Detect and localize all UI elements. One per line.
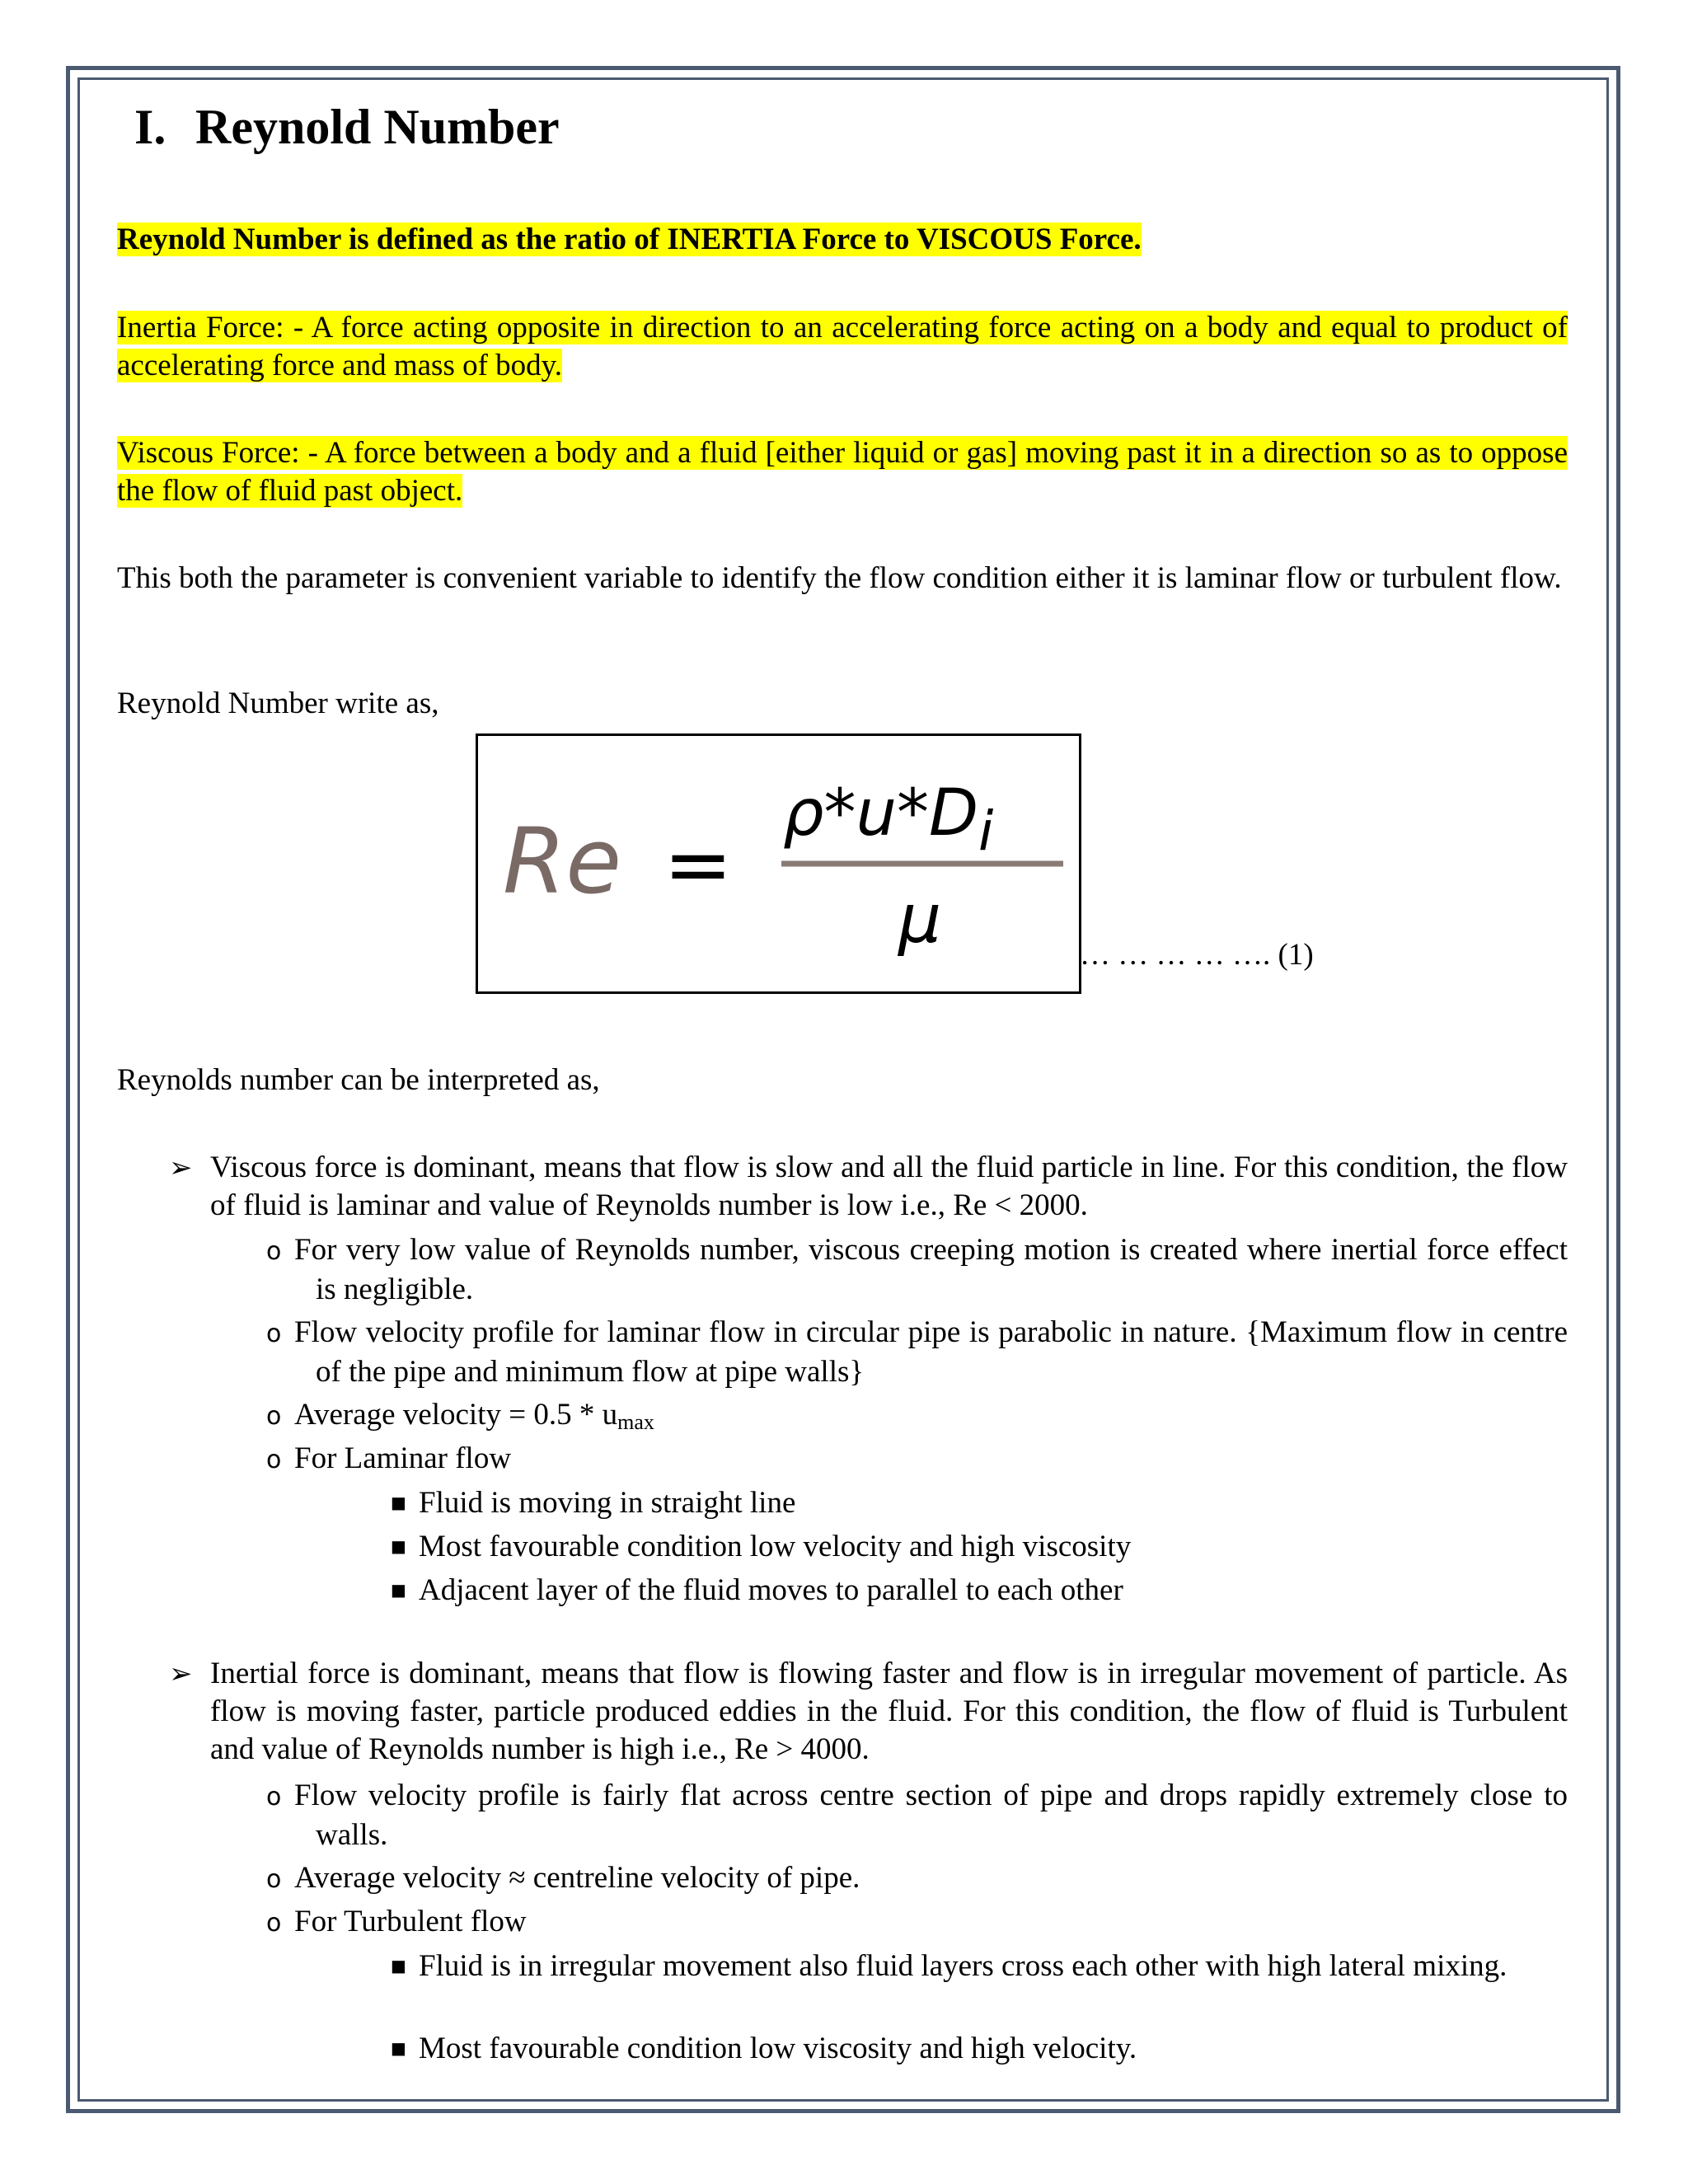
reynolds-equation [478,736,1079,991]
section-heading [134,97,560,157]
laminar-point: ■ Adjacent layer of the fluid moves to parallel to each other [366,1571,1568,1610]
umax-subscript: max [617,1410,654,1434]
circle-bullet-icon: o [266,1909,282,1938]
arrow-bullet-icon: ➢ [169,1151,193,1184]
viscous-item: o For very low value of Reynolds number, viscous creeping motion is created where inertial force effect is negligible. [266,1233,1568,1306]
square-bullet-icon: ■ [391,1493,406,1512]
definition-paragraph [117,221,1568,259]
laminar-point: ■ Fluid is moving in straight line [366,1483,1568,1522]
turbulent-point: ■ Most favourable condition low viscosity and high velocity. [366,2029,1568,2068]
equation-numerator: $\rho*u*D_i$ [783,776,994,863]
heading-title: Reynold Number [195,100,560,154]
write-as-text: Reynold Number write as, [117,687,439,720]
square-bullet-icon: ■ [391,2038,406,2058]
definition-text: Reynold Number is defined as the ratio of INERTIA Force to VISCOUS Force. [117,223,1142,256]
viscous-definition [117,434,1568,510]
circle-bullet-icon: o [266,1446,282,1474]
viscous-item: o For Laminar flow [266,1440,1568,1479]
inertia-definition [117,309,1568,385]
laminar-point: ■ Most favourable condition low velocity and high viscosity [366,1527,1568,1566]
inertia-definition-text: Inertia Force: - A force acting opposite in direction to an accelerating force acting on a body and equal to product of accelerating force and mass of body. [117,311,1568,382]
arrow-bullet-icon: ➢ [169,1657,193,1690]
viscous-definition-text: Viscous Force: - A force between a body and a fluid [either liquid or gas] moving past it in a direction so as to oppose the flow of fluid past object. [117,436,1568,508]
turbulent-point: ■ Fluid is in irregular movement also fluid layers cross each other with high lateral mixing. [366,1947,1568,1985]
equation-box [476,733,1081,994]
square-bullet-icon: ■ [391,1536,406,1556]
circle-bullet-icon: o [266,1237,282,1266]
circle-bullet-icon: o [266,1402,282,1431]
equation-number: … … … … …. (1) [1080,938,1314,972]
inertial-item: o Average velocity ≈ centreline velocity of pipe. [266,1859,1568,1899]
viscous-case-bullet: ➢ Viscous force is dominant, means that flow is slow and all the fluid particle in line. For this condition, the flow of fluid is laminar and value of Reynolds number is low i.e., Re < 2000. [169,1151,1568,1222]
equation-equals: = [663,816,733,912]
interpreted-text: Reynolds number can be interpreted as, [117,1063,600,1097]
circle-bullet-icon: o [266,1865,282,1894]
inertial-item: o Flow velocity profile is fairly flat across centre section of pipe and drops rapidly extremely close to walls. [266,1779,1568,1852]
square-bullet-icon: ■ [391,1956,406,1975]
circle-bullet-icon: o [266,1319,282,1348]
viscous-item: o Flow velocity profile for laminar flow in circular pipe is parabolic in nature. {Maximum flow in centre of the pipe and minimum flow at pipe walls} [266,1315,1568,1389]
equation-lhs: Re [503,808,622,914]
inertial-item: o For Turbulent flow [266,1903,1568,1943]
heading-number: I. [134,100,166,154]
square-bullet-icon: ■ [391,1580,406,1600]
inertial-case-bullet: ➢ Inertial force is dominant, means that flow is flowing faster and flow is in irregular movement of particle. As flow is moving faster, particle produced eddies in the fluid. For this condition, the flow of fluid is Turbulent and value of Reynolds number is high i.e., Re > 4000. [169,1657,1568,1766]
equation-denominator: μ [898,880,942,958]
viscous-item: o Average velocity = $0.5 * u_{max}$ [266,1398,654,1434]
parameter-note: This both the parameter is convenient variable to identify the flow condition either it is laminar flow or turbulent flow. [117,561,1562,595]
circle-bullet-icon: o [266,1783,282,1811]
